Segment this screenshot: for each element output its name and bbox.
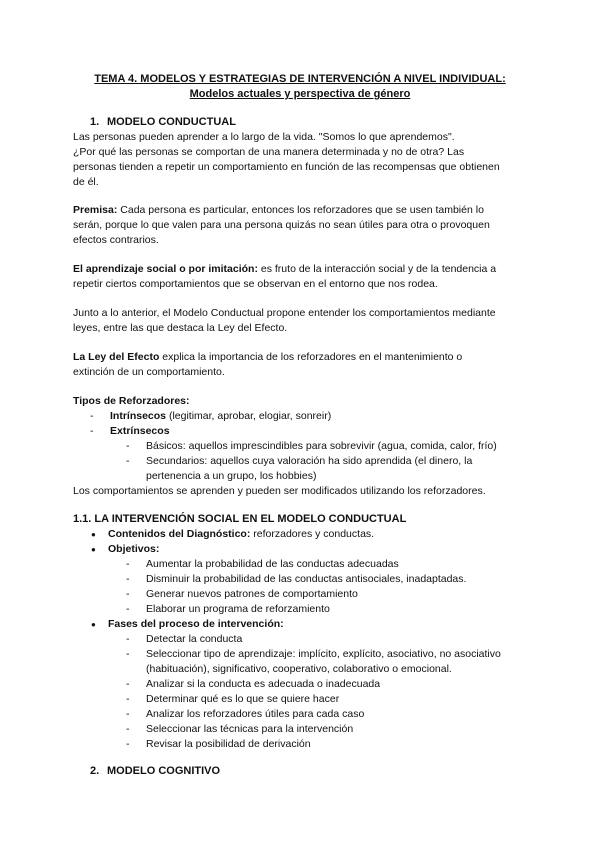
list-item: - Elaborar un programa de reforzamiento: [126, 602, 533, 617]
list-item: - Analizar si la conducta es adecuada o inadecuada: [126, 677, 533, 692]
contenidos-label: Contenidos del Diagnóstico:: [108, 528, 251, 540]
conclusion-text: Los comportamientos se aprenden y pueden ser modificados utilizando los reforzadores.: [73, 485, 486, 497]
secundarios-line: - Secundarios: aquellos cuya valoración ha sido aprendida (el dinero, la: [146, 455, 473, 467]
contenidos-text: reforzadores y conductas.: [250, 528, 375, 540]
list-item: - Revisar la posibilidad de derivación: [126, 737, 533, 752]
section-1-1-heading: 1.1. LA INTERVENCIÓN SOCIAL EN EL MODELO CONDUCTUAL: [73, 513, 407, 525]
list-item: - Detectar la conducta: [126, 632, 533, 647]
aprendizaje-paragraph: [73, 262, 533, 292]
aprendizaje-label: El aprendizaje social o por imitación:: [73, 263, 258, 275]
extrinsecos-list: [126, 439, 533, 484]
title-line-1: TEMA 4. MODELOS Y ESTRATEGIAS DE INTERVENCIÓN A NIVEL INDIVIDUAL:: [94, 73, 506, 85]
premisa-paragraph: [73, 203, 533, 248]
intro-line: personas tienden a repetir un comportamiento en función de las recompensas que obtienen: [73, 161, 500, 173]
junto-line: leyes, entre las que destaca la Ley del Efecto.: [73, 322, 288, 334]
list-item: - Básicos: aquellos imprescindibles para sobrevivir (agua, comida, calor, frío): [126, 439, 533, 454]
tipos-list: [90, 409, 533, 439]
intro-line: de él.: [73, 176, 99, 188]
objetivos-bullet: [73, 542, 533, 557]
contenidos-bullet: [73, 527, 533, 542]
list-item: [90, 424, 533, 439]
ley-paragraph: [73, 350, 533, 380]
section-2-heading: [90, 764, 550, 779]
list-item: - Determinar qué es lo que se quiere hacer: [126, 692, 533, 707]
premisa-line: efectos contrarios.: [73, 234, 159, 246]
fases-list: [126, 632, 533, 752]
junto-line: Junto a lo anterior, el Modelo Conductual propone entender los comportamientos mediante: [73, 307, 496, 319]
title-line-2: Modelos actuales y perspectiva de género: [189, 88, 411, 100]
intrinsecos-text: (legitimar, aprobar, elogiar, sonreir): [166, 410, 332, 422]
fases-bullet: [73, 617, 533, 632]
fases-label: Fases del proceso de intervención:: [108, 618, 284, 630]
secundarios-line: pertenencia a un grupo, los hobbies): [146, 470, 317, 482]
list-item: - Aumentar la probabilidad de las conductas adecuadas: [126, 557, 533, 572]
section-2-title: MODELO COGNITIVO: [107, 765, 221, 777]
fase-line: - Seleccionar tipo de aprendizaje: implícito, explícito, asociativo, no asociativo: [146, 648, 501, 660]
premisa-text: Cada persona es particular, entonces los reforzadores que se usen también lo: [117, 204, 484, 216]
section-1-title: MODELO CONDUCTUAL: [107, 116, 236, 128]
list-item: - Seleccionar las técnicas para la intervención: [126, 722, 533, 737]
section-1-heading: [90, 115, 550, 130]
intro-line: ¿Por qué las personas se comportan de una manera determinada y no de otra? Las: [73, 146, 465, 158]
intrinsecos-label: Intrínsecos: [110, 410, 167, 422]
extrinsecos-label: Extrínsecos: [110, 425, 170, 437]
tipos-reforzadores: [73, 394, 533, 499]
section-2-number: 2.: [90, 765, 100, 777]
ley-line: extinción de un comportamiento.: [73, 366, 225, 378]
intro-line: Las personas pueden aprender a lo largo de la vida. "Somos lo que aprendemos".: [73, 131, 455, 143]
aprendizaje-text: es fruto de la interacción social y de la tendencia a: [257, 263, 497, 275]
intro-paragraph: [73, 130, 533, 190]
fase-line: (habituación), significativo, cooperativo, colaborativo o emocional.: [146, 663, 452, 675]
list-item: - Analizar los reforzadores útiles para cada caso: [126, 707, 533, 722]
junto-paragraph: [73, 306, 533, 336]
ley-label: La Ley del Efecto: [73, 351, 160, 363]
list-item: - Disminuir la probabilidad de las conductas antisociales, inadaptadas.: [126, 572, 533, 587]
premisa-line: serán, porque lo que valen para una persona quizás no sean útiles para otra o provoquen: [73, 219, 490, 231]
aprendizaje-line: repetir ciertos comportamientos que se observan en el entorno que nos rodea.: [73, 278, 438, 290]
list-item: [126, 454, 533, 484]
list-item: [126, 647, 533, 677]
section-1-1: [73, 512, 533, 752]
list-item: - Generar nuevos patrones de comportamiento: [126, 587, 533, 602]
section-1-number: 1.: [90, 116, 100, 128]
ley-text: explica la importancia de los reforzadores en el mantenimiento o: [159, 351, 463, 363]
objetivos-label: Objetivos:: [108, 543, 160, 555]
tipos-heading: Tipos de Reforzadores:: [73, 395, 190, 407]
premisa-label: Premisa:: [73, 204, 118, 216]
objetivos-list: [126, 557, 533, 617]
document-title: [0, 72, 600, 102]
list-item: [90, 409, 533, 424]
